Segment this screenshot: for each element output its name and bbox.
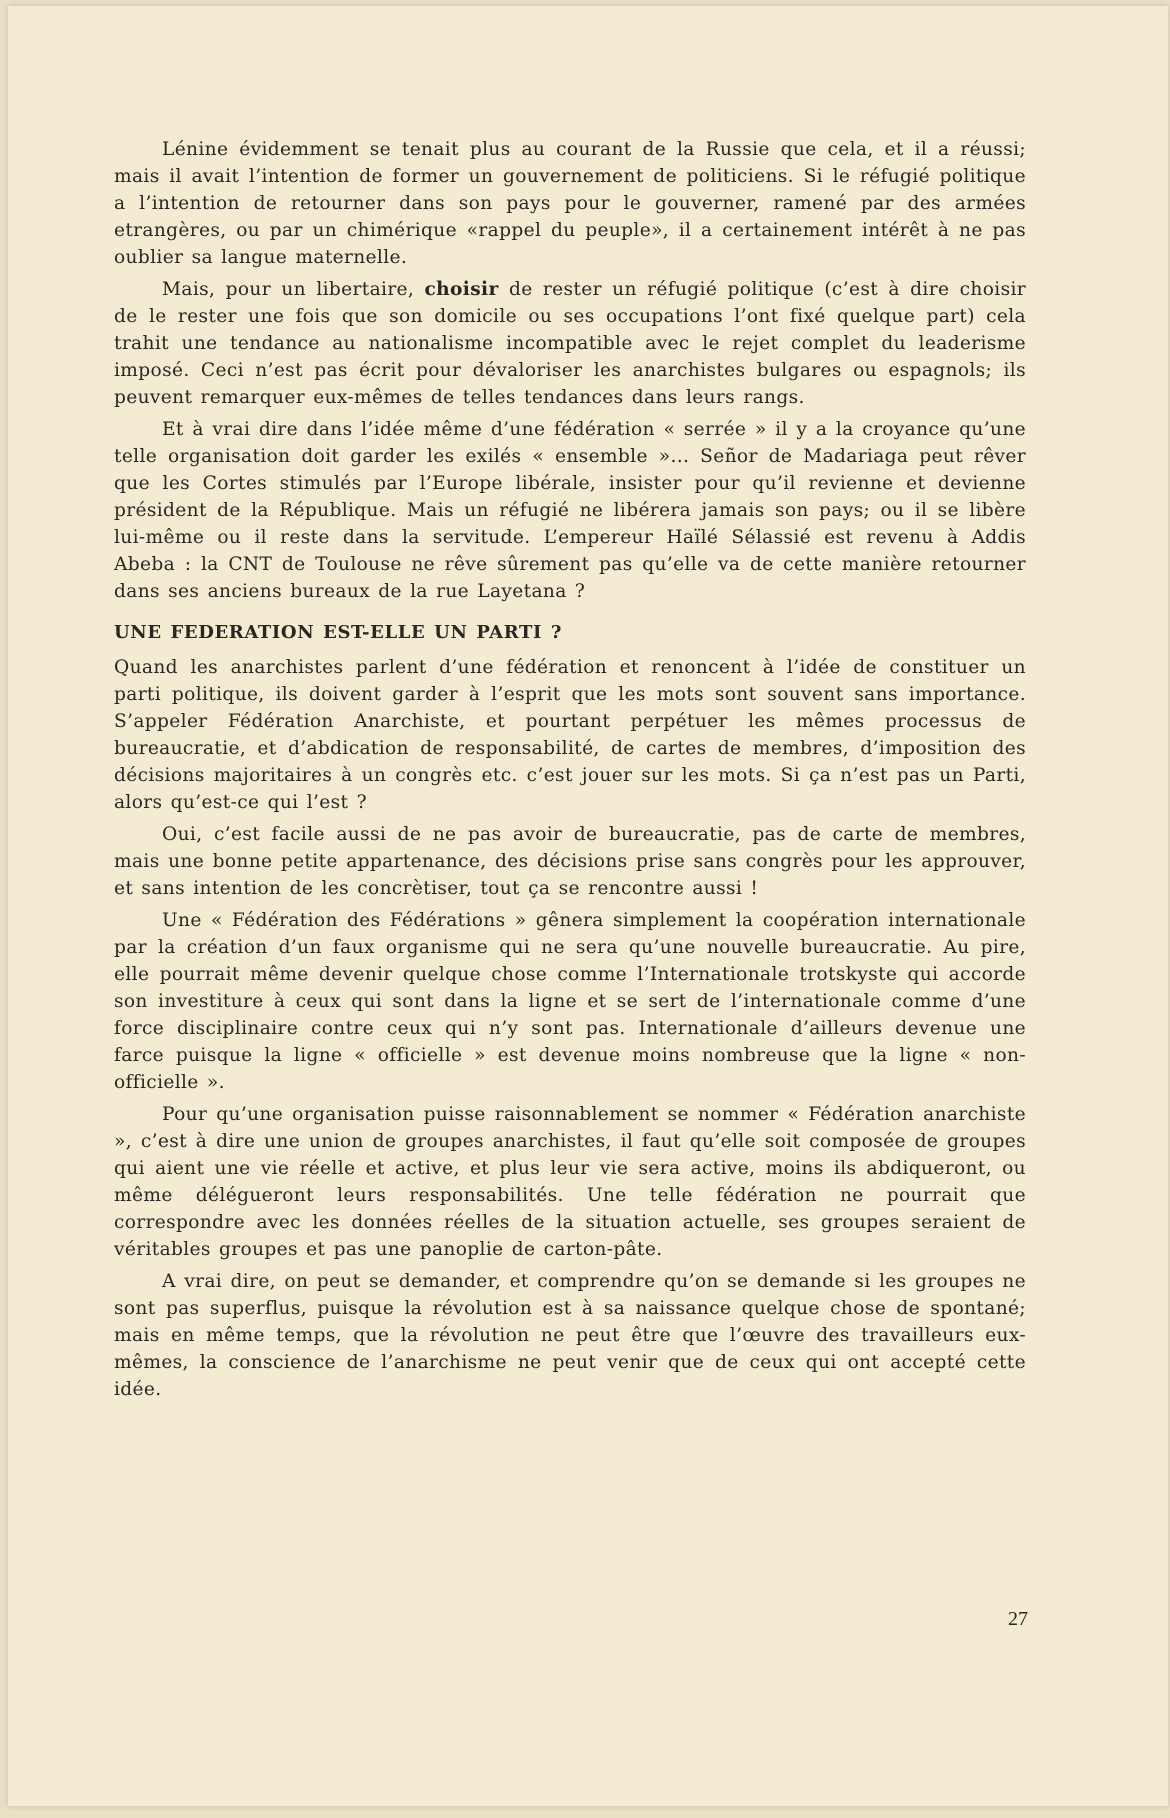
paragraph-4: Quand les anarchistes parlent d’une fédération et renoncent à l’idée de constituer un parti politique, ils doivent garder à l’esprit que les mots sont souvent sans importance. S’appeler Fédération Anarchiste, et pourtant perpétuer les mêmes processus de bureaucratie, et d’abdication de responsabilité, de cartes de membres, d’imposition des décisions majoritaires à un congrès etc. c’est jouer sur les mots. Si ça n’est pas un Parti, alors qu’est-ce qui l’est ? [114,657,1026,813]
paragraph-2-start: Mais, pour un libertaire, [162,279,425,300]
paragraph-2 [114,276,1026,411]
body-text [114,136,1026,1408]
emphasis-choisir: choisir [424,279,499,300]
page-number: 27 [1008,1608,1028,1630]
paragraph-8: A vrai dire, on peut se demander, et comprendre qu’on se demande si les groupes ne sont pas superflus, puisque la révolution est à sa naissance quelque chose de spontané; mais en même temps, que la révolution ne peut être que l’œuvre des travailleurs eux-mêmes, la conscience de l’anarchisme ne peut venir que de ceux qui ont accepté cette idée. [114,1271,1026,1400]
paragraph-2-rest: de rester un réfugié politique (c’est à dire choisir de le rester une fois que son domicile ou ses occupations l’ont fixé quelque part) cela trahit une tendance au nationalisme incompatible avec le rejet complet du leaderisme imposé. Ceci n’est pas écrit pour dévaloriser les anarchistes bulgares ou espagnols; ils peuvent remarquer eux-mêmes de telles tendances dans leurs rangs. [114,279,1026,408]
section-heading: UNE FEDERATION EST-ELLE UN PARTI ? [114,622,563,643]
paragraph-5: Oui, c’est facile aussi de ne pas avoir de bureaucratie, pas de carte de membres, mais une bonne petite appartenance, des décisions prise sans congrès pour les approuver, et sans intention de les concrètiser, tout ça se rencontre aussi ! [114,824,1026,899]
paragraph-6: Une « Fédération des Fédérations » gênera simplement la coopération internationale par la création d’un faux organisme qui ne sera qu’une nouvelle bureaucratie. Au pire, elle pourrait même devenir quelque chose comme l’Internationale trotskyste qui accorde son investiture à ceux qui sont dans la ligne et se sert de l’internationale comme d’une force disciplinaire contre ceux qui n’y sont pas. Internationale d’ailleurs devenue une farce puisque la ligne « officielle » est devenue moins nombreuse que la ligne « non-officielle ». [114,910,1026,1093]
paragraph-3: Et à vrai dire dans l’idée même d’une fédération « serrée » il y a la croyance qu’une telle organisation doit garder les exilés « ensemble »... Señor de Madariaga peut rêver que les Cortes stimulés par l’Europe libérale, insister pour qu’il revienne et devienne président de la République. Mais un réfugié ne libérera jamais son pays; ou il se libère lui-même ou il reste dans la servitude. L’empereur Haïlé Sélassié est revenu à Addis Abeba : la CNT de Toulouse ne rêve sûrement pas qu’elle va de cette manière retourner dans ses anciens bureaux de la rue Layetana ? [114,419,1026,602]
paragraph-7: Pour qu’une organisation puisse raisonnablement se nommer « Fédération anarchiste », c’est à dire une union de groupes anarchistes, il faut qu’elle soit composée de groupes qui aient une vie réelle et active, et plus leur vie sera active, moins ils abdiqueront, ou même délégueront leurs responsabilités. Une telle fédération ne pourrait que correspondre avec les données réelles de la situation actuelle, ses groupes seraient de véritables groupes et pas une panoplie de carton-pâte. [114,1104,1026,1260]
paragraph-1: Lénine évidemment se tenait plus au courant de la Russie que cela, et il a réussi; mais il avait l’intention de former un gouvernement de politiciens. Si le réfugié politique a l’intention de retourner dans son pays pour le gouverner, ramené par des armées etrangères, ou par un chimérique «rappel du peuple», il a certainement intérêt à ne pas oublier sa langue maternelle. [114,139,1026,268]
document-page [8,6,1168,1806]
